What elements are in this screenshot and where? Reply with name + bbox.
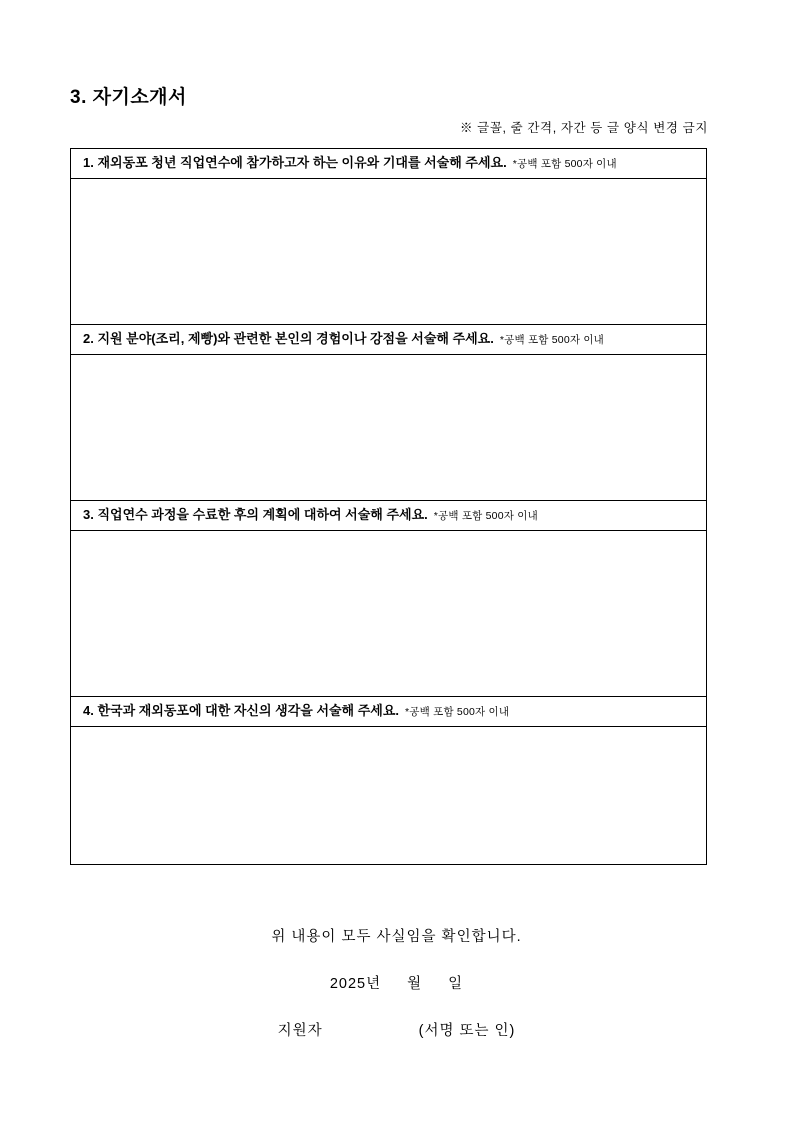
question-header xyxy=(71,697,706,727)
question-label: 4. 한국과 재외동포에 대한 자신의 생각을 서술해 주세요. xyxy=(83,702,400,718)
question-row xyxy=(71,325,706,501)
question-label: 3. 직업연수 과정을 수료한 후의 계획에 대하여 서술해 주세요. xyxy=(83,506,428,522)
document-footer xyxy=(0,925,793,1040)
signature-date xyxy=(0,972,793,993)
question-row xyxy=(71,697,706,865)
date-year: 2025년 xyxy=(329,976,382,992)
question-label: 2. 지원 분야(조리, 제빵)와 관련한 본인의 경험이나 강점을 서술해 주세요. xyxy=(83,330,494,346)
question-limit: *공백 포함 500자 이내 xyxy=(512,158,617,170)
question-header xyxy=(71,149,706,179)
question-row xyxy=(71,501,706,697)
date-day: 일 xyxy=(448,976,464,992)
confirmation-text: 위 내용이 모두 사실임을 확인합니다. xyxy=(271,929,522,945)
format-notice: ※ 글꼴, 줄 간격, 자간 등 글 양식 변경 금지 xyxy=(459,121,708,135)
signature-line xyxy=(0,1019,793,1040)
self-introduction-table xyxy=(70,148,707,865)
page-title: 3. 자기소개서 xyxy=(70,87,187,108)
question-header xyxy=(71,325,706,355)
question-label: 1. 재외동포 청년 직업연수에 참가하고자 하는 이유와 기대를 서술해 주세요. xyxy=(83,155,507,170)
applicant-label: 지원자 xyxy=(277,1023,323,1039)
question-header xyxy=(71,501,706,531)
answer-area[interactable] xyxy=(71,531,706,696)
date-month: 월 xyxy=(407,976,423,992)
answer-area[interactable] xyxy=(71,179,706,324)
question-limit: *공백 포함 500자 이내 xyxy=(405,705,510,718)
signature-note: (서명 또는 인) xyxy=(418,1023,516,1039)
question-limit: *공백 포함 500자 이내 xyxy=(433,509,538,522)
answer-area[interactable] xyxy=(71,727,706,864)
question-row xyxy=(71,149,706,325)
question-limit: *공백 포함 500자 이내 xyxy=(499,333,605,346)
answer-area[interactable] xyxy=(71,355,706,500)
